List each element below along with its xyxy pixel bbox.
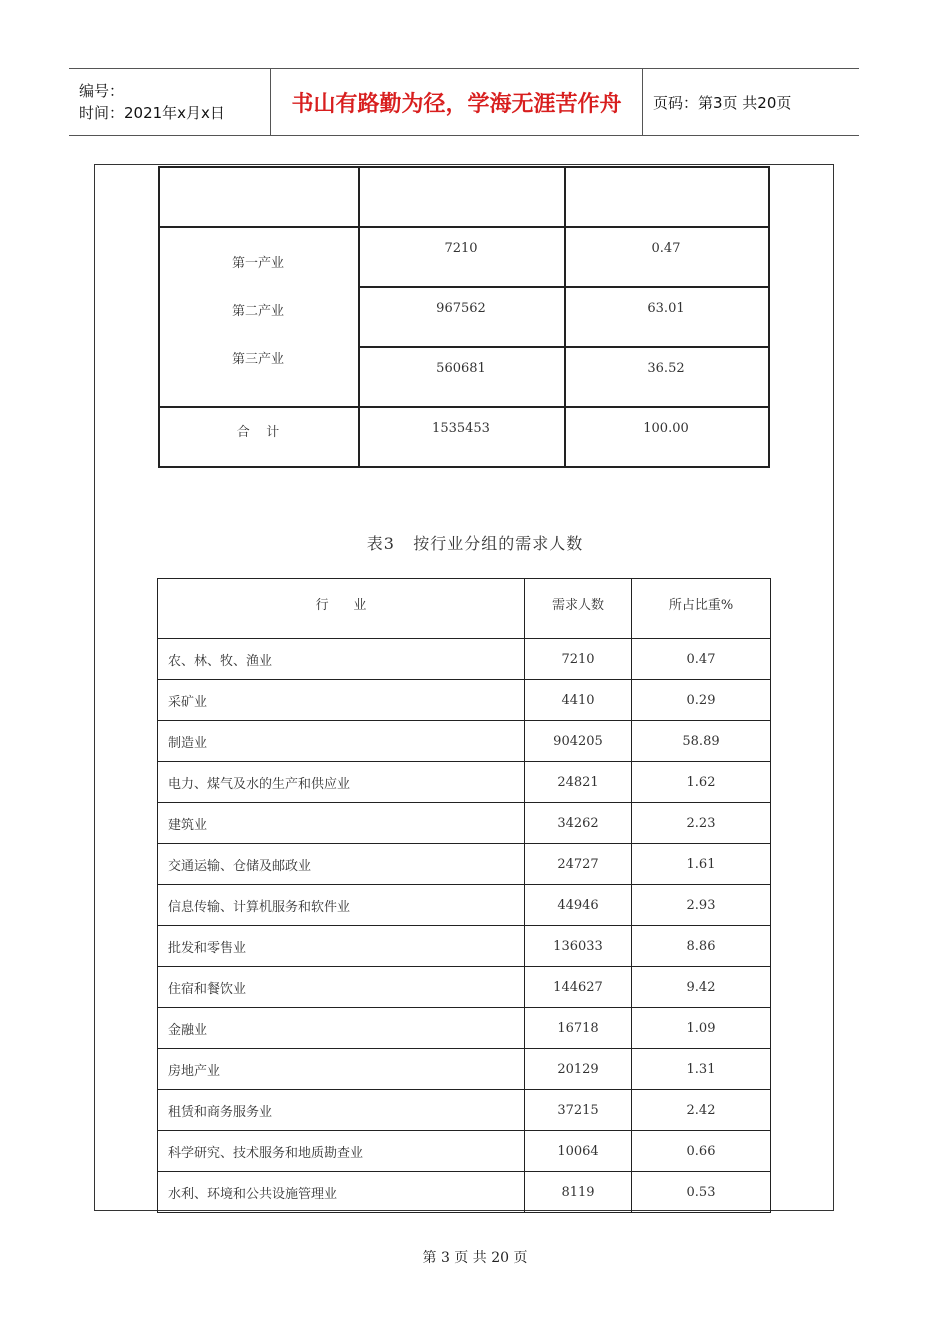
industry-cell: 农、林、牧、渔业 <box>158 639 525 680</box>
table-row <box>158 1131 771 1172</box>
count-cell: 24727 <box>525 844 632 885</box>
table-row <box>158 967 771 1008</box>
industry-sector-table <box>158 166 770 468</box>
table-caption: 表3 按行业分组的需求人数 <box>366 534 584 553</box>
header-industry: 行 业 <box>158 579 525 639</box>
table-row <box>158 803 771 844</box>
count-cell: 7210 <box>525 639 632 680</box>
count-cell: 16718 <box>525 1008 632 1049</box>
industry-cell: 建筑业 <box>158 803 525 844</box>
industry-cell: 租赁和商务服务业 <box>158 1090 525 1131</box>
count-cell: 136033 <box>525 926 632 967</box>
table-border <box>158 226 770 228</box>
count-cell: 34262 <box>525 803 632 844</box>
header-count: 需求人数 <box>525 579 632 639</box>
share-cell: 1.61 <box>632 844 771 885</box>
count-cell: 560681 <box>436 361 486 376</box>
industry-cell: 住宿和餐饮业 <box>158 967 525 1008</box>
industry-cell: 房地产业 <box>158 1049 525 1090</box>
share-cell: 8.86 <box>632 926 771 967</box>
industry-cell: 科学研究、技术服务和地质勘查业 <box>158 1131 525 1172</box>
table-row <box>158 1172 771 1213</box>
table-row <box>158 885 771 926</box>
table-border <box>358 346 770 348</box>
table-row <box>158 844 771 885</box>
share-cell: 1.31 <box>632 1049 771 1090</box>
share-cell: 9.42 <box>632 967 771 1008</box>
share-cell: 0.47 <box>632 639 771 680</box>
table-row <box>158 926 771 967</box>
share-cell: 2.93 <box>632 885 771 926</box>
share-cell: 2.23 <box>632 803 771 844</box>
table-row <box>158 721 771 762</box>
industry-demand-table <box>157 578 771 1213</box>
count-cell: 20129 <box>525 1049 632 1090</box>
page-header <box>69 68 859 136</box>
table-border <box>158 406 770 408</box>
count-cell: 4410 <box>525 680 632 721</box>
industry-cell: 水利、环境和公共设施管理业 <box>158 1172 525 1213</box>
count-cell: 144627 <box>525 967 632 1008</box>
industry-cell: 批发和零售业 <box>158 926 525 967</box>
share-cell: 2.42 <box>632 1090 771 1131</box>
table-border <box>158 466 770 468</box>
table-row <box>158 1090 771 1131</box>
share-cell: 0.47 <box>651 241 681 256</box>
table-row <box>158 639 771 680</box>
table-row <box>158 1049 771 1090</box>
industry-cell: 电力、煤气及水的生产和供应业 <box>158 762 525 803</box>
industry-cell: 采矿业 <box>158 680 525 721</box>
category-secondary: 第二产业 <box>231 304 284 319</box>
table-border <box>358 286 770 288</box>
category-tertiary: 第三产业 <box>231 352 284 367</box>
count-cell: 10064 <box>525 1131 632 1172</box>
count-cell: 37215 <box>525 1090 632 1131</box>
share-cell: 0.29 <box>632 680 771 721</box>
share-cell: 58.89 <box>632 721 771 762</box>
count-cell: 904205 <box>525 721 632 762</box>
total-share: 100.00 <box>643 421 689 436</box>
table-border <box>768 166 770 468</box>
header-page-info <box>643 69 859 135</box>
page-number-label: 页码：第3页 共20页 <box>653 93 792 112</box>
table-header-row <box>158 579 771 639</box>
count-cell: 8119 <box>525 1172 632 1213</box>
count-cell: 24821 <box>525 762 632 803</box>
table-row <box>158 680 771 721</box>
industry-cell: 金融业 <box>158 1008 525 1049</box>
serial-label: 编号： <box>79 82 125 100</box>
table-row <box>158 762 771 803</box>
page-footer: 第 3 页 共 20 页 <box>422 1250 528 1266</box>
share-cell: 63.01 <box>647 301 685 316</box>
header-meta <box>69 69 270 135</box>
share-cell: 1.09 <box>632 1008 771 1049</box>
motto-text: 书山有路勤为径，学海无涯苦作舟 <box>291 91 622 117</box>
table-border <box>158 166 770 168</box>
header-motto <box>270 69 643 135</box>
category-primary: 第一产业 <box>231 256 284 271</box>
time-label: 时间：2021年x月x日 <box>79 104 225 122</box>
share-cell: 1.62 <box>632 762 771 803</box>
count-cell: 44946 <box>525 885 632 926</box>
count-cell: 967562 <box>436 301 486 316</box>
industry-cell: 交通运输、仓储及邮政业 <box>158 844 525 885</box>
total-label: 合 计 <box>236 425 280 440</box>
share-cell: 0.66 <box>632 1131 771 1172</box>
count-cell: 7210 <box>444 241 478 256</box>
table-row <box>158 1008 771 1049</box>
total-count: 1535453 <box>432 421 490 436</box>
share-cell: 0.53 <box>632 1172 771 1213</box>
header-share: 所占比重% <box>632 579 771 639</box>
share-cell: 36.52 <box>647 361 685 376</box>
industry-cell: 信息传输、计算机服务和软件业 <box>158 885 525 926</box>
industry-cell: 制造业 <box>158 721 525 762</box>
